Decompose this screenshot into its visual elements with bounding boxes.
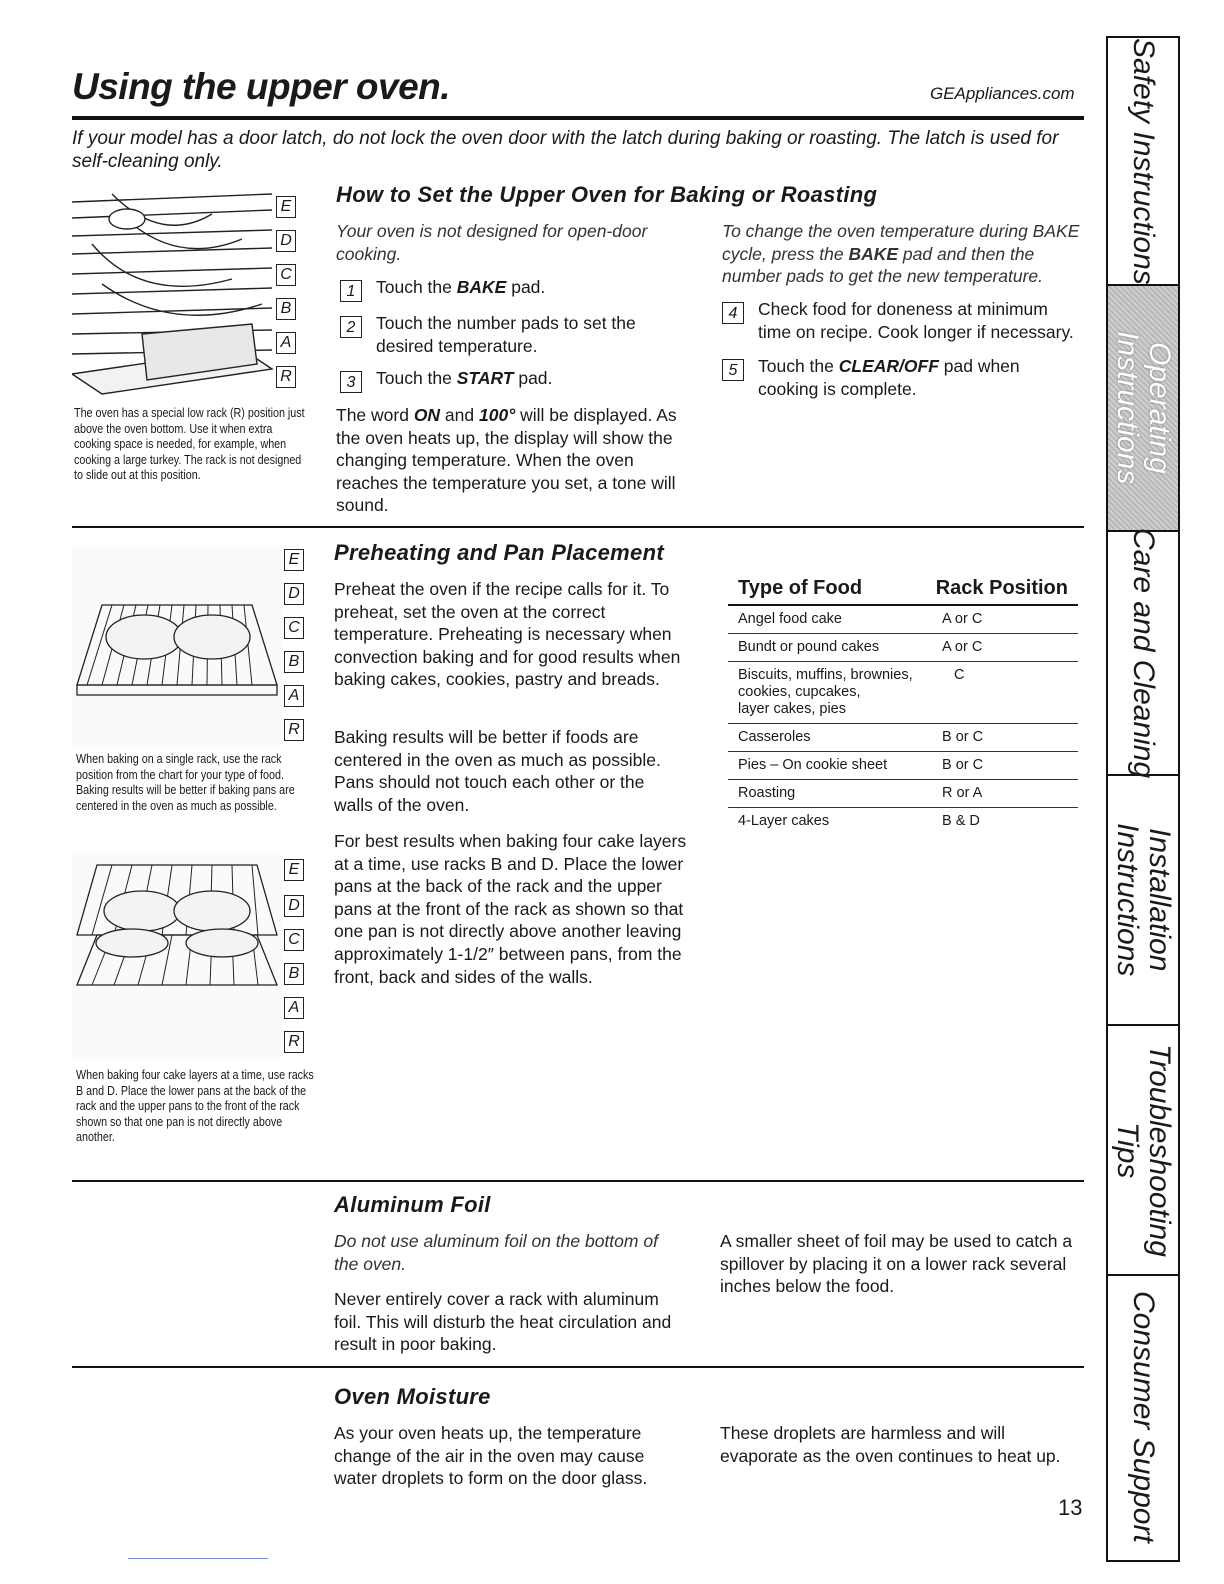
rack-label-b: B: [284, 963, 304, 985]
turkey-rack-illustration: [72, 184, 312, 400]
header-divider: [72, 116, 1084, 120]
tab-consumer-support[interactable]: Consumer Support: [1127, 1291, 1160, 1543]
single-rack-illustration: [72, 545, 312, 745]
website-link[interactable]: GEAppliances.com: [930, 84, 1075, 103]
food-cell: Angel food cake: [728, 605, 918, 634]
food-cell: Bundt or pound cakes: [728, 634, 918, 662]
foil-note: Do not use aluminum foil on the bottom of the oven.: [334, 1231, 658, 1274]
bake-steps: [340, 276, 680, 403]
tab-troubleshooting-tips[interactable]: Troubleshooting Tips: [1108, 1026, 1178, 1276]
step-number: 1: [340, 280, 362, 302]
table-row: [728, 605, 1078, 634]
rack-cell: C: [918, 662, 1078, 724]
step-number: 5: [722, 359, 744, 381]
turkey-caption: The oven has a special low rack (R) position just above the oven bottom. Use it when extra cooking space is needed, for example, when cooking a large turkey. The rack is not designed to slide out at this position.: [74, 406, 305, 483]
page-title: Using the upper oven.: [72, 66, 451, 107]
step-5: 5 Touch the CLEAR/OFF pad when cooking is complete.: [722, 355, 1082, 400]
turkey-drawing: [72, 184, 282, 400]
rack-label-c: C: [284, 929, 304, 951]
foil-paragraph-1: Never entirely cover a rack with aluminum foil. This will disturb the heat circulation and result in poor baking.: [334, 1289, 672, 1355]
table-row: [728, 662, 1078, 724]
rack-cell: A or C: [918, 605, 1078, 634]
preheat-paragraph-2: Baking results will be better if foods are centered in the oven as much as possible. Pans should not touch each other or the walls of the oven.: [334, 727, 661, 815]
step-4: 4 Check food for doneness at minimum time on recipe. Cook longer if necessary.: [722, 298, 1082, 343]
bake-steps-continued: [722, 298, 1082, 410]
rack-label-d: D: [276, 230, 296, 252]
step-number: 4: [722, 302, 744, 324]
single-rack-caption: When baking on a single rack, use the rack position from the chart for your type of food. Baking results will be better if baking pans are centered in the oven as much as possible.: [76, 752, 295, 813]
rack-label-d: D: [284, 583, 304, 605]
table-header-row: [728, 575, 1078, 605]
change-temp-note: To change the oven temperature during BAKE cycle, press the BAKE pad and then the number pads to get the new temperature.: [722, 221, 1080, 287]
section-divider: [72, 1366, 1084, 1368]
four-layer-drawing: [72, 855, 282, 1059]
rack-cell: R or A: [918, 780, 1078, 808]
moisture-paragraph-2: These droplets are harmless and will evaporate as the oven continues to heat up.: [720, 1423, 1061, 1466]
rack-label-c: C: [284, 617, 304, 639]
intro-warning: If your model has a door latch, do not lock the oven door with the latch during baking or roasting. The latch is used for self-cleaning only.: [72, 128, 1059, 172]
table-row: [728, 780, 1078, 808]
food-cell: Casseroles: [728, 724, 918, 752]
rack-label-e: E: [284, 859, 304, 881]
preheat-section-title: Preheating and Pan Placement: [334, 540, 664, 565]
single-rack-drawing: [72, 545, 282, 745]
table-row: [728, 634, 1078, 662]
tab-operating-instructions[interactable]: Operating Instructions: [1108, 286, 1178, 532]
step-1: 1 Touch the BAKE pad.: [340, 276, 680, 302]
rack-label-c: C: [276, 264, 296, 286]
preheat-paragraph-3: For best results when baking four cake layers at a time, use racks B and D. Place the lower pans at the back of the rack and the upper pans at the front of the rack as shown so that one pan is not directly above another leaving approximately 1-1/2″ between pans, from the front, back and sides of the walls.: [334, 831, 687, 987]
rack-cell: B or C: [918, 724, 1078, 752]
rack-cell: A or C: [918, 634, 1078, 662]
rack-position-table: [728, 575, 1078, 835]
section-divider: [72, 526, 1084, 528]
rack-label-d: D: [284, 895, 304, 917]
rack-label-r: R: [284, 719, 304, 741]
open-door-note: Your oven is not designed for open-door cooking.: [336, 221, 648, 264]
tab-safety-instructions[interactable]: Safety Instructions: [1108, 38, 1178, 286]
step-number: 3: [340, 371, 362, 393]
four-layer-caption: When baking four cake layers at a time, use racks B and D. Place the lower pans at the back of the rack and the upper pans to the front of the rack shown so that one pan is not directly above another.: [76, 1068, 314, 1145]
rack-label-a: A: [284, 685, 304, 707]
step-3: 3 Touch the START pad.: [340, 367, 680, 393]
bake-section-title: How to Set the Upper Oven for Baking or Roasting: [336, 182, 878, 207]
four-layer-illustration: [72, 855, 312, 1059]
rack-label-b: B: [284, 651, 304, 673]
rack-cell: B or C: [918, 752, 1078, 780]
column-header-rack: Rack Position: [918, 575, 1078, 605]
column-header-food: Type of Food: [728, 575, 918, 605]
rack-label-a: A: [284, 997, 304, 1019]
rack-label-e: E: [284, 549, 304, 571]
rack-label-r: R: [276, 366, 296, 388]
moisture-paragraph-1: As your oven heats up, the temperature change of the air in the oven may cause water droplets to form on the door glass.: [334, 1423, 648, 1489]
foil-paragraph-2: A smaller sheet of foil may be used to catch a spillover by placing it on a lower rack several inches below the food.: [720, 1231, 1073, 1297]
food-cell: Biscuits, muffins, brownies, cookies, cupcakes, layer cakes, pies: [728, 662, 918, 724]
rack-label-r: R: [284, 1031, 304, 1053]
display-paragraph: The word ON and 100° will be displayed. As the oven heats up, the display will show the changing temperature. When the oven reaches the temperature you set, a tone will sound.: [336, 405, 677, 516]
rack-label-b: B: [276, 298, 296, 320]
preheat-paragraph-1: Preheat the oven if the recipe calls for it. To preheat, set the oven at the correct temperature. Preheating is necessary when convection baking and for good results when baking cakes, cookies, pastry and breads.: [334, 579, 681, 690]
table-row: [728, 724, 1078, 752]
food-cell: Roasting: [728, 780, 918, 808]
table-row: [728, 752, 1078, 780]
food-cell: Pies – On cookie sheet: [728, 752, 918, 780]
tab-installation-instructions[interactable]: Installation Instructions: [1108, 776, 1178, 1026]
moisture-section-title: Oven Moisture: [334, 1384, 491, 1409]
table-row: [728, 808, 1078, 836]
page-number: 13: [1058, 1495, 1083, 1520]
footer-link-line: [128, 1558, 268, 1559]
rack-label-e: E: [276, 196, 296, 218]
rack-cell: B & D: [942, 813, 980, 829]
step-number: 2: [340, 316, 362, 338]
rack-label-a: A: [276, 332, 296, 354]
section-tabs-sidebar: [1106, 36, 1180, 1562]
tab-care-and-cleaning[interactable]: Care and Cleaning: [1108, 532, 1178, 776]
foil-section-title: Aluminum Foil: [334, 1192, 491, 1217]
section-divider: [72, 1180, 1084, 1182]
food-cell: 4-Layer cakes: [738, 813, 830, 829]
step-2: 2 Touch the number pads to set the desired temperature.: [340, 312, 680, 357]
